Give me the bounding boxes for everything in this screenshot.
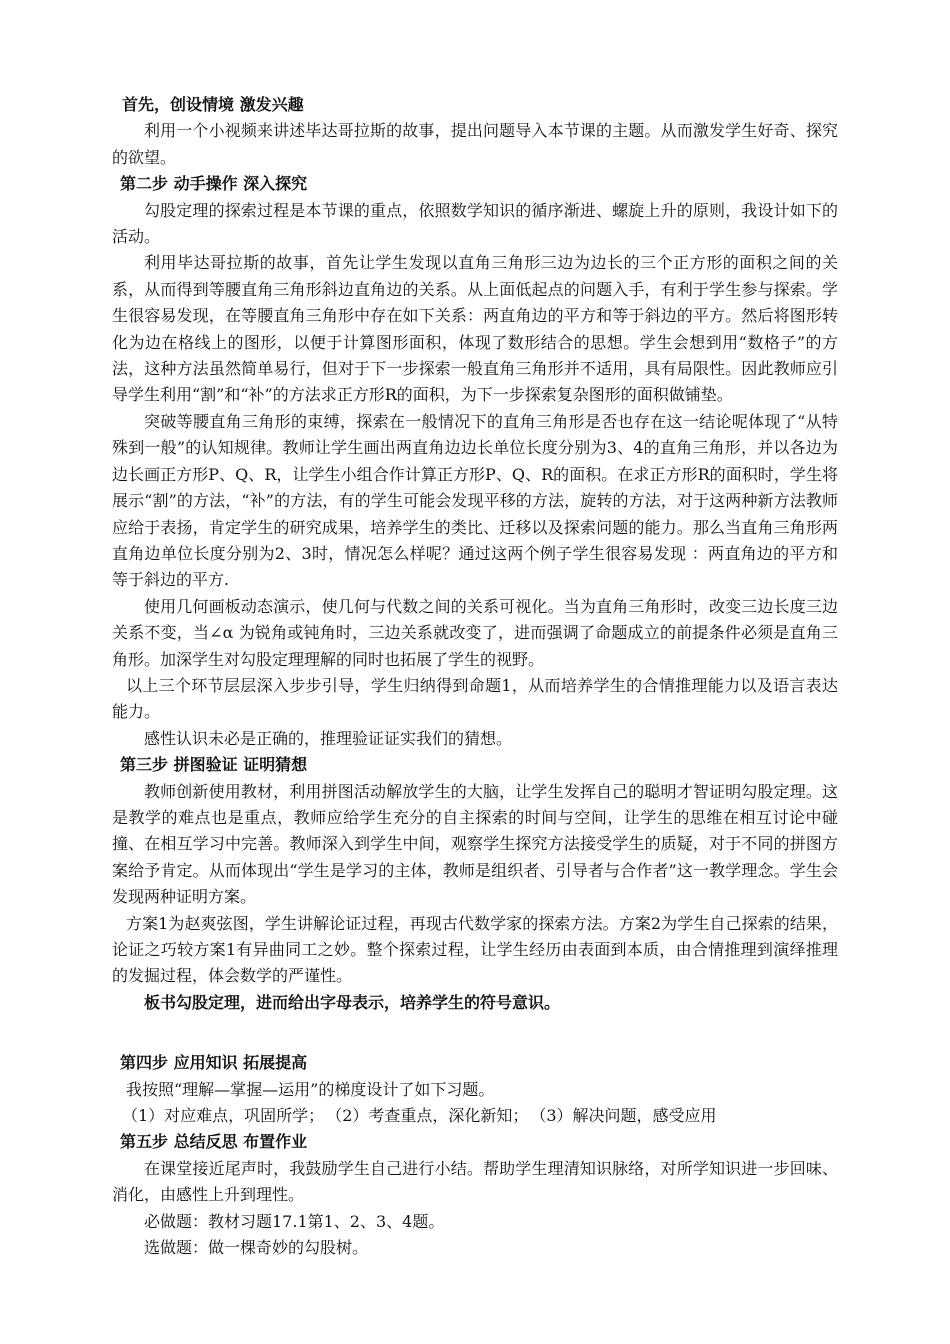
paragraph: 在课堂接近尾声时，我鼓励学生自己进行小结。帮助学生理清知识脉络，对所学知识进一步回味、消化，由感性上升到理性。 — [112, 1158, 838, 1205]
paragraph: 以上三个环节层层深入步步引导，学生归纳得到命题1，从而培养学生的合情推理能力以及语言表达能力。 — [112, 675, 838, 722]
paragraph: 使用几何画板动态演示，使几何与代数之间的关系可视化。当为直角三角形时，改变三边长度三边关系不变，当∠α 为锐角或钝角时，三边关系就改变了，进而强调了命题成立的前提条件必须是直角三角形。加深学生对勾股定理理解的同时也拓展了学生的视野。 — [112, 596, 838, 669]
paragraph: 我按照“理解—掌握—运用”的梯度设计了如下习题。 — [126, 1079, 495, 1099]
list-item: （1）对应难点，巩固所学； — [122, 1106, 325, 1126]
paragraph: 利用一个小视频来讲述毕达哥拉斯的故事，提出问题导入本节课的主题。从而激发学生好奇、探究的欲望。 — [112, 121, 838, 167]
paragraph: 勾股定理的探索过程是本节课的重点，依照数学知识的循序渐进、螺旋上升的原则，我设计如下的活动。 — [112, 200, 838, 247]
spacer — [112, 1016, 838, 1050]
bold-statement: 板书勾股定理，进而给出字母表示，培养学生的符号意识。 — [144, 992, 561, 1012]
section-heading-step2: 第二步 动手操作 深入探究 — [120, 174, 308, 194]
document-page — [112, 92, 838, 1261]
exercise-list — [112, 1103, 838, 1129]
paragraph: 方案1为赵爽弦图，学生讲解论证过程，再现古代数学家的探索方法。方案2为学生自己探索的结果，论证之巧较方案1有异曲同工之妙。整个探索过程，让学生经历由表面到本质，由合情推理到演绎推理的发掘过程，体会数学的严谨性。 — [112, 913, 838, 986]
paragraph: 利用毕达哥拉斯的故事，首先让学生发现以直角三角形三边为边长的三个正方形的面积之间的关系，从而得到等腰直角三角形斜边直角边的关系。从上面低起点的问题入手，有利于学生参与探索。学生很容易发现，在等腰直角三角形中存在如下关系：两直角边的平方和等于斜边的平方。然后将图形转化为边在格线上的图形，以便于计算图形面积，体现了数形结合的思想。学生会想到用“数格子”的方法，这种方法虽然简单易行，但对于下一步探索一般直角三角形并不适用，具有局限性。因此教师应引导学生利用“割”和“补”的方法求正方形R的面积，为下一步探索复杂图形的面积做铺垫。 — [112, 253, 838, 405]
paragraph: 选做题：做一棵奇妙的勾股树。 — [144, 1238, 369, 1258]
section-heading-step5: 第五步 总结反思 布置作业 — [120, 1132, 308, 1152]
section-heading-step3: 第三步 拼图验证 证明猜想 — [120, 755, 308, 775]
paragraph: 突破等腰直角三角形的束缚，探索在一般情况下的直角三角形是否也存在这一结论呢体现了“从特殊到一般”的认知规律。教师让学生画出两直角边边长单位长度分别为3、4的直角三角形，并以各边为边长画正方形P、Q、R，让学生小组合作计算正方形P、Q、R的面积。在求正方形R的面积时，学生将展示“割”的方法，“补”的方法，有的学生可能会发现平移的方法，旋转的方法，对于这两种新方法教师应给于表扬，肯定学生的研究成果，培养学生的类比、迁移以及探索问题的能力。那么当直角三角形两直角边单位长度分别为2、3时，情况怎么样呢？通过这两个例子学生很容易发现 ：两直角边的平方和等于斜边的平方. — [112, 411, 838, 590]
section-heading-step4: 第四步 应用知识 拓展提高 — [120, 1053, 308, 1073]
section-heading-intro: 首先，创设情境 激发兴趣 — [122, 95, 304, 114]
paragraph: 必做题：教材习题17.1第1、2、3、4题。 — [144, 1211, 445, 1231]
list-item: （2）考查重点，深化新知； — [334, 1106, 529, 1126]
paragraph: 教师创新使用教材，利用拼图活动解放学生的大脑，让学生发挥自己的聪明才智证明勾股定理。这是教学的难点也是重点，教师应给学生充分的自主探索的时间与空间，让学生的思维在相互讨论中碰撞、在相互学习中完善。教师深入到学生中间，观察学生探究方法接受学生的质疑，对于不同的拼图方案给予肯定。从而体现出“学生是学习的主体，教师是组织者、引导者与合作者”这一教学理念。学生会发现两种证明方案。 — [112, 781, 838, 907]
list-item: （3）解决问题，感受应用 — [538, 1106, 717, 1126]
paragraph: 感性认识未必是正确的，推理验证证实我们的猜想。 — [144, 728, 513, 748]
